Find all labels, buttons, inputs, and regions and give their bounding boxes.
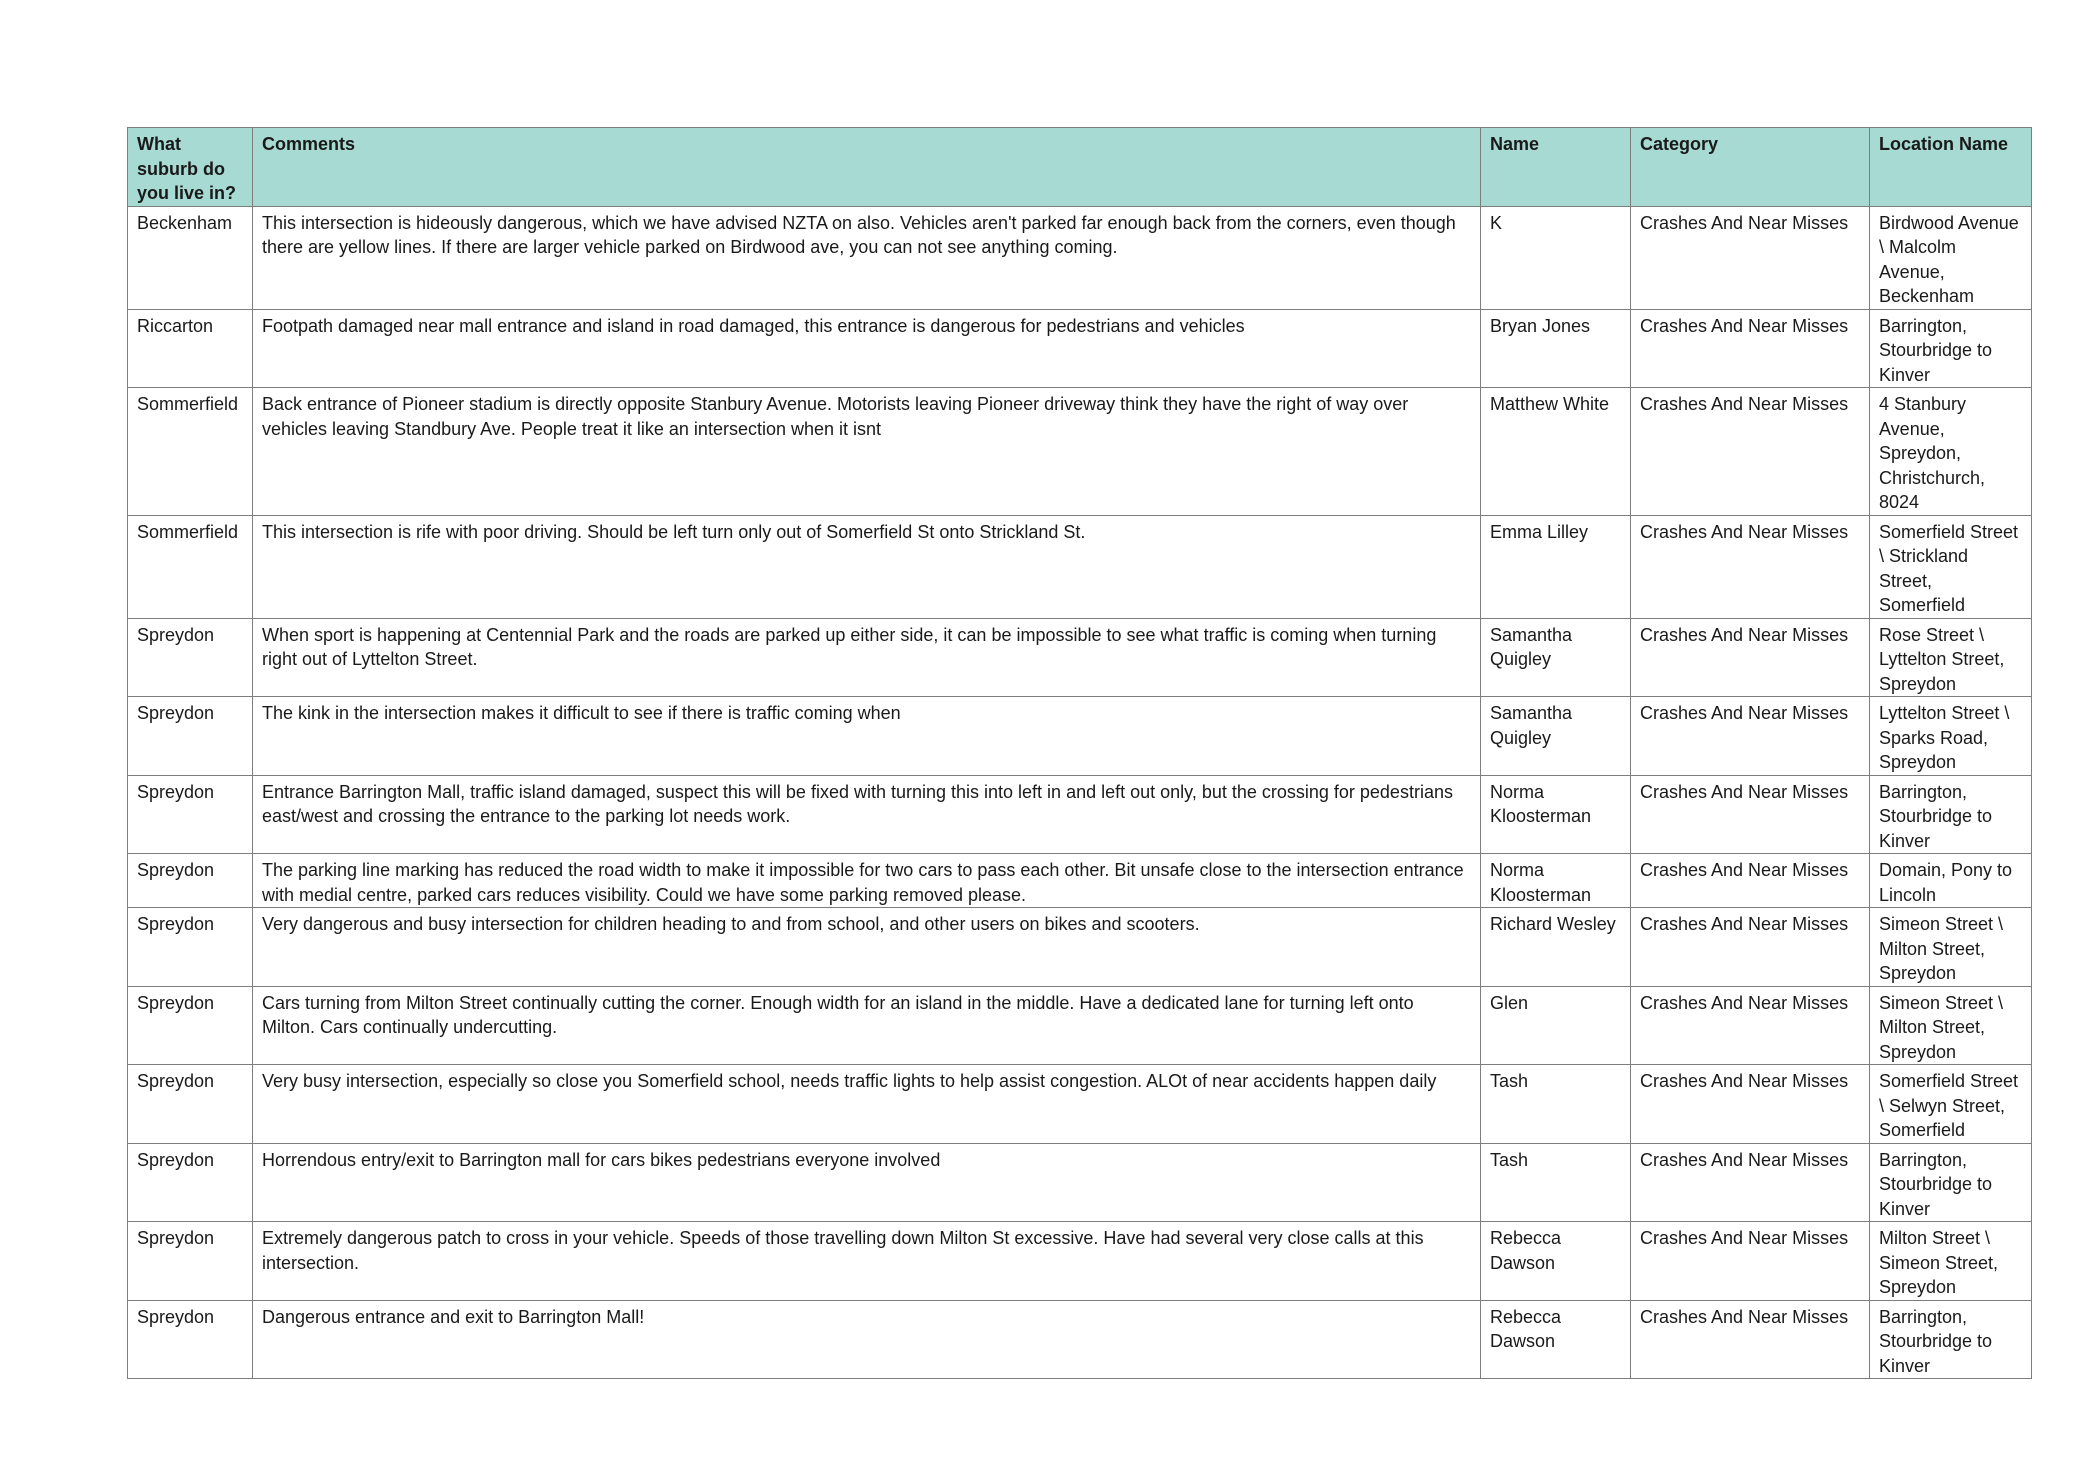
cell-location: Barrington, Stourbridge to Kinver — [1870, 1143, 2032, 1222]
header-location: Location Name — [1870, 128, 2032, 207]
cell-location: Simeon Street \ Milton Street, Spreydon — [1870, 908, 2032, 987]
table-row — [128, 206, 2032, 309]
cell-comments: This intersection is hideously dangerous, which we have advised NZTA on also. Vehicles aren't parked far enough back from the corners, even though there are yellow lines. If there are larger vehicle parked on Birdwood ave, you can not see anything coming. — [253, 206, 1481, 309]
header-suburb: What suburb do you live in? — [128, 128, 253, 207]
cell-comments: Footpath damaged near mall entrance and island in road damaged, this entrance is dangerous for pedestrians and vehicles — [253, 309, 1481, 388]
cell-comments: Dangerous entrance and exit to Barrington Mall! — [253, 1300, 1481, 1379]
document-page — [127, 127, 2031, 1379]
table-row — [128, 854, 2032, 908]
cell-suburb: Spreydon — [128, 986, 253, 1065]
cell-name: Rebecca Dawson — [1481, 1222, 1631, 1301]
table-row — [128, 515, 2032, 618]
cell-suburb: Spreydon — [128, 854, 253, 908]
header-row — [128, 128, 2032, 207]
cell-comments: This intersection is rife with poor driving. Should be left turn only out of Somerfield St onto Strickland St. — [253, 515, 1481, 618]
cell-name: Richard Wesley — [1481, 908, 1631, 987]
cell-name: Norma Kloosterman — [1481, 775, 1631, 854]
cell-comments: The kink in the intersection makes it difficult to see if there is traffic coming when — [253, 697, 1481, 776]
table-row — [128, 1222, 2032, 1301]
cell-name: Samantha Quigley — [1481, 618, 1631, 697]
cell-suburb: Spreydon — [128, 697, 253, 776]
header-comments: Comments — [253, 128, 1481, 207]
cell-location: Birdwood Avenue \ Malcolm Avenue, Beckenham — [1870, 206, 2032, 309]
cell-category: Crashes And Near Misses — [1631, 309, 1870, 388]
feedback-table — [127, 127, 2032, 1379]
cell-suburb: Spreydon — [128, 618, 253, 697]
cell-category: Crashes And Near Misses — [1631, 618, 1870, 697]
table-row — [128, 1143, 2032, 1222]
header-name: Name — [1481, 128, 1631, 207]
cell-location: 4 Stanbury Avenue, Spreydon, Christchurch, 8024 — [1870, 388, 2032, 516]
cell-name: Norma Kloosterman — [1481, 854, 1631, 908]
cell-name: Tash — [1481, 1143, 1631, 1222]
cell-category: Crashes And Near Misses — [1631, 775, 1870, 854]
cell-location: Lyttelton Street \ Sparks Road, Spreydon — [1870, 697, 2032, 776]
table-row — [128, 1300, 2032, 1379]
table-row — [128, 908, 2032, 987]
table-row — [128, 618, 2032, 697]
cell-suburb: Spreydon — [128, 1300, 253, 1379]
table-row — [128, 986, 2032, 1065]
cell-name: Bryan Jones — [1481, 309, 1631, 388]
cell-suburb: Spreydon — [128, 1222, 253, 1301]
cell-location: Barrington, Stourbridge to Kinver — [1870, 775, 2032, 854]
cell-category: Crashes And Near Misses — [1631, 1143, 1870, 1222]
table-body — [128, 206, 2032, 1379]
cell-comments: When sport is happening at Centennial Park and the roads are parked up either side, it can be impossible to see what traffic is coming when turning right out of Lyttelton Street. — [253, 618, 1481, 697]
cell-location: Rose Street \ Lyttelton Street, Spreydon — [1870, 618, 2032, 697]
cell-comments: Entrance Barrington Mall, traffic island damaged, suspect this will be fixed with turning this into left in and left out only, but the crossing for pedestrians east/west and crossing the entrance to the parking lot needs work. — [253, 775, 1481, 854]
cell-comments: Very busy intersection, especially so close you Somerfield school, needs traffic lights to help assist congestion. ALOt of near accidents happen daily — [253, 1065, 1481, 1144]
cell-category: Crashes And Near Misses — [1631, 908, 1870, 987]
cell-suburb: Spreydon — [128, 775, 253, 854]
cell-location: Domain, Pony to Lincoln — [1870, 854, 2032, 908]
cell-comments: Very dangerous and busy intersection for children heading to and from school, and other users on bikes and scooters. — [253, 908, 1481, 987]
table-row — [128, 697, 2032, 776]
cell-category: Crashes And Near Misses — [1631, 388, 1870, 516]
header-category: Category — [1631, 128, 1870, 207]
cell-location: Barrington, Stourbridge to Kinver — [1870, 1300, 2032, 1379]
cell-name: Glen — [1481, 986, 1631, 1065]
cell-comments: Extremely dangerous patch to cross in your vehicle. Speeds of those travelling down Milton St excessive. Have had several very close calls at this intersection. — [253, 1222, 1481, 1301]
cell-category: Crashes And Near Misses — [1631, 515, 1870, 618]
cell-category: Crashes And Near Misses — [1631, 1065, 1870, 1144]
cell-category: Crashes And Near Misses — [1631, 854, 1870, 908]
cell-category: Crashes And Near Misses — [1631, 1300, 1870, 1379]
cell-suburb: Sommerfield — [128, 388, 253, 516]
cell-suburb: Riccarton — [128, 309, 253, 388]
cell-location: Somerfield Street \ Strickland Street, Somerfield — [1870, 515, 2032, 618]
cell-location: Barrington, Stourbridge to Kinver — [1870, 309, 2032, 388]
table-row — [128, 388, 2032, 516]
cell-name: Emma Lilley — [1481, 515, 1631, 618]
cell-comments: Horrendous entry/exit to Barrington mall for cars bikes pedestrians everyone involved — [253, 1143, 1481, 1222]
table-header — [128, 128, 2032, 207]
cell-name: Matthew White — [1481, 388, 1631, 516]
table-row — [128, 775, 2032, 854]
cell-category: Crashes And Near Misses — [1631, 697, 1870, 776]
cell-name: Rebecca Dawson — [1481, 1300, 1631, 1379]
table-row — [128, 309, 2032, 388]
cell-comments: Back entrance of Pioneer stadium is directly opposite Stanbury Avenue. Motorists leaving Pioneer driveway think they have the right of way over vehicles leaving Standbury Ave. People treat it like an intersection when it isnt — [253, 388, 1481, 516]
cell-suburb: Sommerfield — [128, 515, 253, 618]
cell-category: Crashes And Near Misses — [1631, 986, 1870, 1065]
cell-location: Simeon Street \ Milton Street, Spreydon — [1870, 986, 2032, 1065]
cell-suburb: Spreydon — [128, 908, 253, 987]
cell-suburb: Spreydon — [128, 1143, 253, 1222]
cell-suburb: Beckenham — [128, 206, 253, 309]
cell-suburb: Spreydon — [128, 1065, 253, 1144]
cell-name: Samantha Quigley — [1481, 697, 1631, 776]
cell-comments: The parking line marking has reduced the road width to make it impossible for two cars to pass each other. Bit unsafe close to the intersection entrance with medial centre, parked cars reduces visibility. Could we have some parking removed please. — [253, 854, 1481, 908]
cell-name: K — [1481, 206, 1631, 309]
cell-category: Crashes And Near Misses — [1631, 1222, 1870, 1301]
table-row — [128, 1065, 2032, 1144]
cell-comments: Cars turning from Milton Street continually cutting the corner. Enough width for an island in the middle. Have a dedicated lane for turning left onto Milton. Cars continually undercutting. — [253, 986, 1481, 1065]
cell-category: Crashes And Near Misses — [1631, 206, 1870, 309]
cell-location: Milton Street \ Simeon Street, Spreydon — [1870, 1222, 2032, 1301]
cell-location: Somerfield Street \ Selwyn Street, Somerfield — [1870, 1065, 2032, 1144]
cell-name: Tash — [1481, 1065, 1631, 1144]
